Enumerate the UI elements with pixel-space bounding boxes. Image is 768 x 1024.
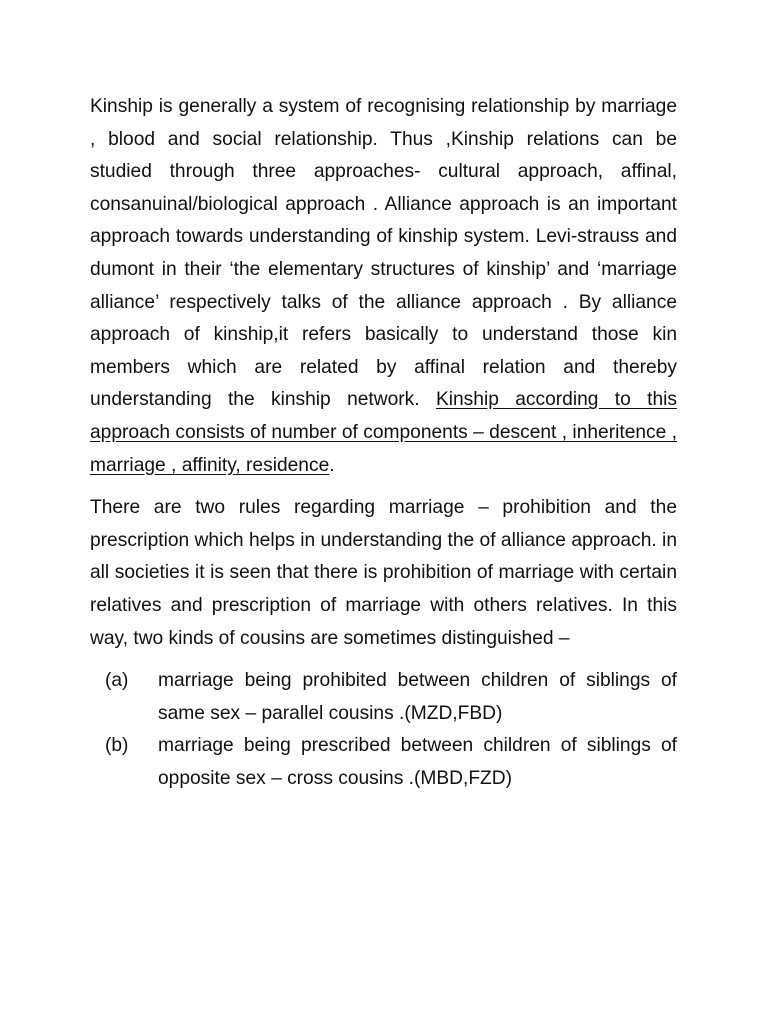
paragraph-kinship-intro bbox=[90, 91, 677, 482]
list-item-text: marriage being prohibited between children of siblings of same sex – parallel cousins .(MZD,FBD) bbox=[158, 670, 677, 724]
list-item bbox=[90, 665, 677, 730]
list-marker: (a) bbox=[105, 670, 129, 692]
list-marker: (b) bbox=[105, 735, 129, 757]
document-page bbox=[90, 91, 677, 795]
paragraph-marriage-rules: There are two rules regarding marriage – prohibition and the prescription which helps in understanding the of alliance approach. in all societies it is seen that there is prohibition of marriage with certain relatives and prescription of marriage with others relatives. In this way, two kinds of cousins are sometimes distinguished – bbox=[90, 497, 677, 649]
underlined-components-sentence: Kinship according to this approach consists of number of components – descent , inheritence , marriage , affinity, residence bbox=[90, 389, 678, 476]
list-item bbox=[90, 730, 677, 795]
list-item-text: marriage being prescribed between children of siblings of opposite sex – cross cousins .(MBD,FZD) bbox=[158, 735, 677, 789]
paragraph-1-end: . bbox=[329, 454, 335, 476]
cousin-types-list bbox=[90, 665, 677, 795]
paragraph-1-text: Kinship is generally a system of recognising relationship by marriage , blood and social relationship. Thus ,Kinship relations can be studied through three approaches- cultural approach, affinal, consanuinal/biological approach . Alliance approach is an important approach towards understanding of kinship system. Levi-strauss and dumont in their ‘the elementary structures of kinship’ and ‘marriage alliance’ respectively talks of the alliance approach . By alliance approach of kinship,it refers basically to understand those kin members which are related by affinal relation and thereby understanding the kinship network. bbox=[90, 96, 677, 411]
